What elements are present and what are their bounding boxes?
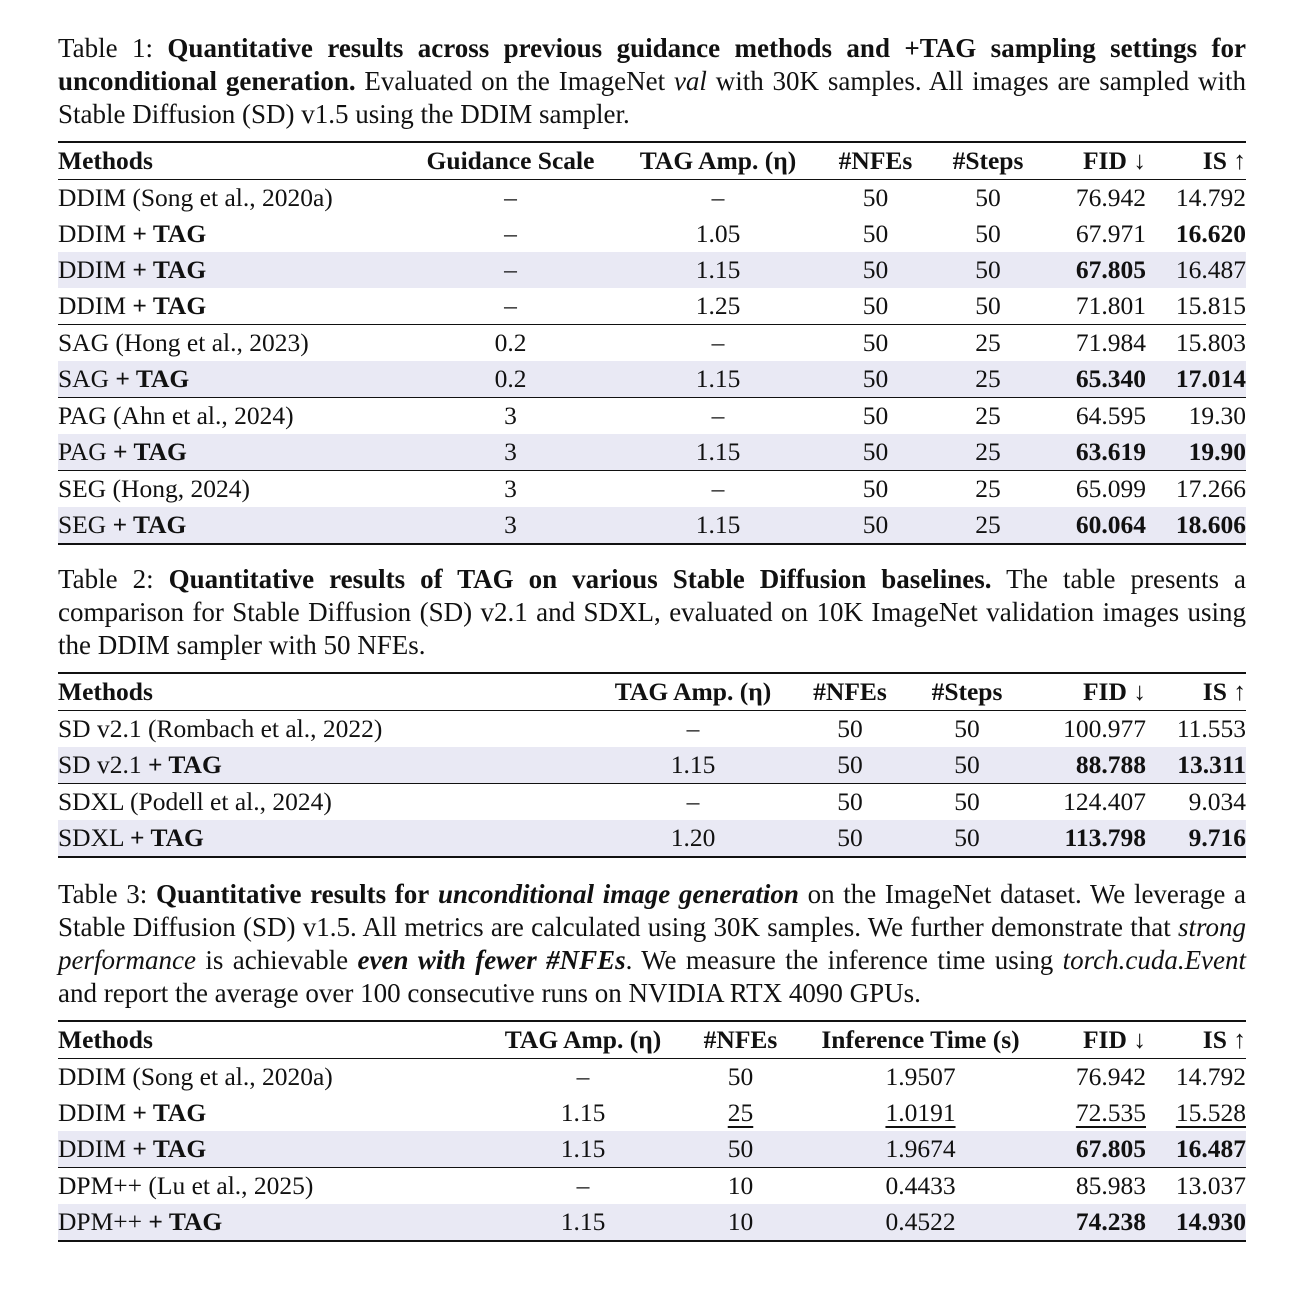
nfes-cell: 50 [813,361,938,398]
guidance-scale-cell: 0.2 [398,325,623,362]
nfes-cell: 50 [862,183,889,212]
table2-header-tag-amp: TAG Amp. (η) [598,673,788,711]
table3-header-methods: Methods [58,1021,478,1059]
steps-cell: 25 [938,471,1038,508]
tag-amp-cell: – [711,183,725,212]
table-row [58,747,1246,784]
table3-header-fid: FID ↓ [1048,1021,1146,1059]
method-cell: DPM++ (Lu et al., 2025) [58,1168,478,1205]
method-cell: SAG + TAG [58,361,398,398]
is-cell: 13.037 [1146,1168,1246,1205]
table-row [58,180,1246,217]
is-cell: 15.528 [1175,1098,1246,1127]
method-cell: SD v2.1 (Rombach et al., 2022) [58,714,383,743]
is-cell: 16.487 [1146,252,1246,288]
table3 [58,1020,1246,1242]
fid-cell: 113.798 [1022,820,1146,857]
inference-time-cell: 1.0191 [885,1098,956,1127]
nfes-cell: 50 [813,507,938,544]
inference-time-cell: 1.9507 [885,1062,956,1091]
table2-header-row [58,673,1246,711]
table1-header-tag-amp: TAG Amp. (η) [623,142,813,180]
is-cell: 17.266 [1146,471,1246,508]
table-row [58,507,1246,544]
steps-cell: 50 [975,219,1001,248]
table3-caption-text-3: . We measure the inference time using [625,945,1054,975]
is-cell: 19.30 [1146,398,1246,435]
method-cell: SEG (Hong, 2024) [58,471,398,508]
table1-header-is: IS ↑ [1146,142,1246,180]
table2-header-steps: #Steps [912,673,1022,711]
table3-header-row [58,1021,1246,1059]
fid-cell: 76.942 [1075,183,1146,212]
tag-amp-cell: 1.15 [623,361,813,398]
table2-header-fid: FID ↓ [1022,673,1146,711]
table-row [58,1204,1246,1241]
fid-cell: 74.238 [1048,1204,1146,1241]
table3-caption-text-2: is achievable [205,945,349,975]
is-cell: 14.792 [1175,1062,1246,1091]
table2-caption-text: The table presents a comparison for Stable Diffusion (SD) v2.1 and SDXL, evaluated on 10K ImageNet validation images using the DDIM sampler with 50 NFEs. [58,564,1247,660]
table1-caption-title: Quantitative results across previous guidance methods and +TAG sampling settings for unconditional generation. [58,33,1247,96]
table-row [58,1059,1246,1096]
table-row [58,216,1246,252]
tag-amp-cell: 1.15 [623,252,813,288]
method-cell: SEG + TAG [58,507,398,544]
tag-amp-cell: – [623,398,813,435]
method-cell: SDXL + TAG [58,820,598,857]
nfes-cell: 50 [813,398,938,435]
is-cell: 14.930 [1146,1204,1246,1241]
is-cell: 16.487 [1146,1131,1246,1168]
nfes-cell: 10 [688,1168,793,1205]
method-cell: DDIM + TAG [58,1131,478,1168]
method-cell: PAG + TAG [58,434,398,471]
guidance-scale-cell: 3 [398,398,623,435]
fid-cell: 71.984 [1038,325,1146,362]
tag-amp-cell: 1.25 [695,291,741,320]
table1-caption-text-b: with 30K samples. All images are sampled with Stable Diffusion (SD) v1.5 using the DDIM sampler. [58,66,1246,129]
method-cell: DPM++ + TAG [58,1204,478,1241]
fid-cell: 67.805 [1048,1131,1146,1168]
is-cell: 9.034 [1146,784,1246,821]
table3-header-nfes: #NFEs [688,1021,793,1059]
fid-cell: 100.977 [1063,714,1146,743]
table-row [58,398,1246,435]
table2-header-methods: Methods [58,673,598,711]
table3-header-tag-amp: TAG Amp. (η) [478,1021,688,1059]
guidance-scale-cell: – [398,252,623,288]
guidance-scale-cell: – [504,291,517,320]
is-cell: 16.620 [1175,219,1246,248]
method-cell: DDIM + TAG [58,1098,207,1127]
method-cell: SDXL (Podell et al., 2024) [58,784,598,821]
nfes-cell: 50 [688,1131,793,1168]
tag-amp-cell: – [478,1168,688,1205]
table3-label: Table 3: [58,879,148,909]
steps-cell: 25 [938,398,1038,435]
table3-header-inference-time: Inference Time (s) [793,1021,1048,1059]
nfes-cell: 50 [727,1062,754,1091]
table3-header-is: IS ↑ [1146,1021,1246,1059]
is-cell: 11.553 [1176,714,1246,743]
nfes-cell: 50 [837,714,863,743]
is-cell: 17.014 [1146,361,1246,398]
steps-cell: 25 [938,434,1038,471]
steps-cell: 50 [912,784,1022,821]
is-cell: 15.815 [1175,291,1246,320]
fid-cell: 60.064 [1038,507,1146,544]
table-row [58,325,1246,362]
fid-cell: 85.983 [1048,1168,1146,1205]
tag-amp-cell: 1.15 [623,507,813,544]
table3-caption-title-italic: unconditional image generation [437,879,799,909]
table1-header-methods: Methods [58,142,398,180]
nfes-cell: 50 [788,820,912,857]
nfes-cell: 50 [862,291,889,320]
nfes-cell: 50 [813,325,938,362]
fid-cell: 76.942 [1075,1062,1146,1091]
nfes-cell: 50 [862,219,889,248]
table1-caption [58,32,1246,131]
table1-header-guidance-scale: Guidance Scale [398,142,623,180]
table2-label: Table 2: [58,564,154,594]
table-row [58,1168,1246,1205]
table3-caption-italic-2: torch.cuda.Event [1062,945,1247,975]
table2-caption [58,563,1246,662]
steps-cell: 25 [938,507,1038,544]
method-cell: DDIM + TAG [58,219,207,248]
steps-cell: 50 [912,747,1022,784]
guidance-scale-cell: 3 [398,434,623,471]
nfes-cell: 50 [813,434,938,471]
table1-caption-text-a: Evaluated on the ImageNet [364,66,666,96]
table1 [58,141,1246,545]
inference-time-cell: 0.4522 [793,1204,1048,1241]
fid-cell: 64.595 [1038,398,1146,435]
nfes-cell: 50 [788,747,912,784]
steps-cell: 50 [975,291,1001,320]
table3-caption-emphasis: even with fewer #NFEs [357,945,626,975]
tag-amp-cell: – [576,1062,590,1091]
table-row [58,1095,1246,1131]
table1-caption-italic: val [673,66,707,96]
tag-amp-cell: 1.15 [598,747,788,784]
table2-header-nfes: #NFEs [788,673,912,711]
tag-amp-cell: 1.15 [478,1204,688,1241]
steps-cell: 50 [954,714,980,743]
is-cell: 15.803 [1146,325,1246,362]
table1-header-nfes: #NFEs [813,142,938,180]
table3-caption-text-4: and report the average over 100 consecutive runs on NVIDIA RTX 4090 GPUs. [58,978,921,1008]
page [58,32,1246,1242]
tag-amp-cell: 1.15 [560,1098,606,1127]
steps-cell: 25 [938,325,1038,362]
method-cell: DDIM + TAG [58,252,398,288]
is-cell: 13.311 [1146,747,1246,784]
table1-header-row [58,142,1246,180]
table-row [58,784,1246,821]
table-row [58,1131,1246,1168]
table2-caption-title: Quantitative results of TAG on various Stable Diffusion baselines. [168,564,992,594]
fid-cell: 124.407 [1022,784,1146,821]
table1-header-steps: #Steps [938,142,1038,180]
tag-amp-cell: 1.20 [598,820,788,857]
table-row [58,820,1246,857]
table3-caption [58,878,1246,1010]
table2 [58,672,1246,858]
tag-amp-cell: – [686,714,700,743]
table1-label: Table 1: [58,33,153,63]
table3-caption-text-1: on the ImageNet dataset. We leverage a Stable Diffusion (SD) v1.5. All metrics are calculated using 30K samples. We further demonstrate that [58,879,1247,942]
fid-cell: 65.099 [1038,471,1146,508]
nfes-cell: 50 [813,252,938,288]
tag-amp-cell: – [623,471,813,508]
is-cell: 14.792 [1175,183,1246,212]
steps-cell: 50 [938,252,1038,288]
nfes-cell: 50 [813,471,938,508]
fid-cell: 63.619 [1038,434,1146,471]
nfes-cell: 25 [727,1098,754,1127]
steps-cell: 50 [912,820,1022,857]
table2-header-is: IS ↑ [1146,673,1246,711]
tag-amp-cell: – [623,325,813,362]
guidance-scale-cell: 3 [398,507,623,544]
table-row [58,361,1246,398]
is-cell: 9.716 [1146,820,1246,857]
method-cell: DDIM (Song et al., 2020a) [58,1062,333,1091]
fid-cell: 71.801 [1075,291,1146,320]
fid-cell: 67.805 [1038,252,1146,288]
table3-caption-italic-1: strong performance [58,912,1246,975]
method-cell: DDIM (Song et al., 2020a) [58,183,333,212]
nfes-cell: 10 [688,1204,793,1241]
table-row [58,288,1246,325]
table-row [58,711,1246,748]
fid-cell: 65.340 [1038,361,1146,398]
steps-cell: 50 [975,183,1001,212]
guidance-scale-cell: 3 [398,471,623,508]
guidance-scale-cell: – [504,219,517,248]
tag-amp-cell: – [598,784,788,821]
nfes-cell: 50 [788,784,912,821]
tag-amp-cell: 1.15 [478,1131,688,1168]
table-row [58,434,1246,471]
table-row [58,471,1246,508]
is-cell: 19.90 [1146,434,1246,471]
inference-time-cell: 1.9674 [793,1131,1048,1168]
inference-time-cell: 0.4433 [793,1168,1048,1205]
fid-cell: 88.788 [1022,747,1146,784]
table3-caption-title: Quantitative results for [155,879,430,909]
guidance-scale-cell: 0.2 [398,361,623,398]
guidance-scale-cell: – [504,183,517,212]
fid-cell: 72.535 [1075,1098,1146,1127]
table-row [58,252,1246,288]
table1-header-fid: FID ↓ [1038,142,1146,180]
is-cell: 18.606 [1146,507,1246,544]
steps-cell: 25 [938,361,1038,398]
method-cell: SAG (Hong et al., 2023) [58,325,398,362]
tag-amp-cell: 1.05 [695,219,741,248]
method-cell: SD v2.1 + TAG [58,747,598,784]
method-cell: PAG (Ahn et al., 2024) [58,398,398,435]
method-cell: DDIM + TAG [58,291,207,320]
tag-amp-cell: 1.15 [623,434,813,471]
fid-cell: 67.971 [1075,219,1146,248]
